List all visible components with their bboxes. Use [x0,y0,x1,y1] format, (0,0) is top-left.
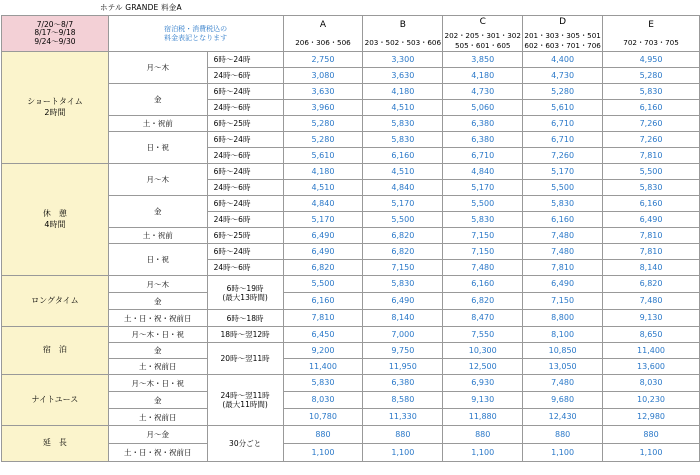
column-header-e [603,16,700,52]
price-cell: 4,730 [523,68,603,84]
price-cell: 4,730 [443,84,523,100]
tax-note-line: 料金表記となります [164,33,228,42]
price-cell: 5,830 [363,276,443,293]
price-cell: 11,950 [363,359,443,375]
price-cell: 5,170 [443,180,523,196]
day-cell: 金 [108,84,207,116]
time-cell: 24時～6時 [207,212,283,228]
time-cell: 24時～6時 [207,100,283,116]
price-cell: 8,650 [603,327,700,343]
column-letter: E [648,19,654,30]
header-row [2,16,700,52]
price-cell: 11,400 [283,359,363,375]
tax-note-line: 宿泊税・消費税込の [164,24,228,33]
time-cell [207,276,283,310]
price-cell: 1,100 [283,444,363,462]
column-letter: A [319,19,327,30]
room-list: 203・502・503・606 [364,37,442,47]
price-cell: 7,480 [523,228,603,244]
category-night-use: ナイトユース [2,375,109,426]
price-cell: 3,080 [283,68,363,84]
time-cell: 24時～6時 [207,68,283,84]
price-cell: 6,820 [443,293,523,310]
price-cell: 880 [283,426,363,444]
price-cell: 7,550 [443,327,523,343]
day-cell: 金 [108,343,207,359]
price-cell: 9,200 [283,343,363,359]
price-cell: 6,450 [283,327,363,343]
price-cell: 7,150 [443,228,523,244]
price-cell: 5,500 [603,164,700,180]
table-row [2,276,700,293]
time-cell [207,375,283,426]
price-cell: 8,140 [363,310,443,327]
price-cell: 4,840 [283,196,363,212]
price-cell: 5,280 [283,116,363,132]
price-cell: 6,710 [523,132,603,148]
price-cell: 880 [523,426,603,444]
price-cell: 11,880 [443,409,523,426]
time-label: 24時～翌11時 [220,391,270,400]
price-cell: 7,150 [363,260,443,276]
price-cell: 1,100 [603,444,700,462]
price-cell: 10,850 [523,343,603,359]
price-cell: 4,180 [363,84,443,100]
day-cell: 金 [108,293,207,310]
price-cell: 12,500 [443,359,523,375]
table-row [2,52,700,68]
price-cell: 4,950 [603,52,700,68]
rate-table [1,15,700,462]
price-cell: 8,030 [603,375,700,392]
price-cell: 7,810 [523,260,603,276]
price-cell: 7,260 [603,132,700,148]
time-cell: 24時～6時 [207,148,283,164]
price-cell: 6,160 [603,196,700,212]
price-cell: 6,490 [283,228,363,244]
price-cell: 13,050 [523,359,603,375]
table-row [2,164,700,180]
price-cell: 6,380 [443,116,523,132]
page-title: ホテル GRANDE 料金A [100,3,182,12]
day-cell: 土・祝前 [108,228,207,244]
category-extension: 延 長 [2,426,109,462]
price-cell: 8,140 [603,260,700,276]
column-letter: B [399,19,406,30]
period-line: 8/17～9/18 [34,28,76,38]
day-cell: 土・祝前 [108,116,207,132]
price-cell: 5,610 [283,148,363,164]
price-cell: 5,280 [603,68,700,84]
price-cell: 5,500 [443,196,523,212]
price-cell: 3,850 [443,52,523,68]
price-cell: 5,500 [283,276,363,293]
category-label: 休 憩 [42,209,67,219]
price-cell: 7,810 [603,228,700,244]
room-list: 201・303・305・501 [524,31,601,41]
time-cell: 24時～6時 [207,260,283,276]
price-cell: 5,060 [443,100,523,116]
price-cell: 4,180 [283,164,363,180]
price-cell: 5,830 [603,84,700,100]
price-cell: 4,840 [443,164,523,180]
price-cell: 5,830 [363,116,443,132]
day-cell: 月～金 [108,426,207,444]
time-cell: 20時～翌11時 [207,343,283,375]
price-cell: 7,480 [523,375,603,392]
price-cell: 10,300 [443,343,523,359]
time-cell: 18時～翌12時 [207,327,283,343]
column-header-b [363,16,443,52]
day-cell: 金 [108,392,207,409]
time-cell: 6時～24時 [207,84,283,100]
day-cell: 日・祝 [108,132,207,164]
price-cell: 880 [603,426,700,444]
time-cell: 30分ごと [207,426,283,462]
price-cell: 6,160 [603,100,700,116]
price-cell: 880 [363,426,443,444]
category-long-time: ロングタイム [2,276,109,327]
period-line: 7/20～8/7 [36,19,74,29]
price-cell: 3,630 [283,84,363,100]
price-cell: 3,300 [363,52,443,68]
time-cell: 6時～24時 [207,132,283,148]
day-cell: 土・祝前日 [108,409,207,426]
table-row [2,375,700,392]
column-letter: D [559,16,567,27]
price-cell: 5,170 [283,212,363,228]
column-letter: C [479,16,486,27]
price-cell: 10,230 [603,392,700,409]
price-cell: 8,030 [283,392,363,409]
price-cell: 6,710 [523,116,603,132]
time-cell: 24時～6時 [207,180,283,196]
price-cell: 9,130 [603,310,700,327]
price-cell: 2,750 [283,52,363,68]
price-cell: 6,820 [363,228,443,244]
category-label: ショートタイム [27,97,83,107]
price-cell: 11,400 [603,343,700,359]
room-list: 505・601・605 [454,40,511,50]
day-cell: 金 [108,196,207,228]
price-cell: 7,150 [443,244,523,260]
price-cell: 6,380 [363,375,443,392]
room-list: 202・205・301・302 [444,31,521,41]
day-cell: 月～木・日・祝 [108,327,207,343]
room-list: 602・603・701・706 [524,40,601,50]
price-cell: 7,150 [523,293,603,310]
price-cell: 4,180 [443,68,523,84]
day-cell: 月～木 [108,164,207,196]
price-cell: 8,470 [443,310,523,327]
price-cell: 6,930 [443,375,523,392]
price-cell: 7,810 [603,148,700,164]
price-cell: 8,800 [523,310,603,327]
price-cell: 13,600 [603,359,700,375]
price-cell: 9,130 [443,392,523,409]
table-row [2,426,700,444]
price-cell: 6,820 [603,276,700,293]
price-cell: 5,280 [283,132,363,148]
price-cell: 1,100 [363,444,443,462]
period-line: 9/24～9/30 [34,36,76,46]
category-short-time [2,52,109,164]
price-cell: 4,840 [363,180,443,196]
column-header-d [523,16,603,52]
day-cell: 土・日・祝・祝前日 [108,444,207,462]
price-cell: 6,160 [283,293,363,310]
price-cell: 7,810 [283,310,363,327]
price-cell: 6,490 [603,212,700,228]
price-cell: 7,260 [603,116,700,132]
price-cell: 1,100 [443,444,523,462]
day-cell: 月～木 [108,52,207,84]
day-cell: 月～木 [108,276,207,293]
price-cell: 7,480 [523,244,603,260]
price-cell: 5,280 [523,84,603,100]
price-cell: 7,260 [523,148,603,164]
price-cell: 8,100 [523,327,603,343]
price-cell: 7,480 [603,293,700,310]
price-cell: 6,160 [523,212,603,228]
time-cell: 6時～24時 [207,196,283,212]
price-cell: 4,510 [363,164,443,180]
price-cell: 6,160 [363,148,443,164]
price-cell: 11,330 [363,409,443,426]
price-cell: 6,820 [283,260,363,276]
price-cell: 10,780 [283,409,363,426]
price-cell: 6,380 [443,132,523,148]
day-cell: 日・祝 [108,244,207,276]
price-cell: 12,980 [603,409,700,426]
room-list: 702・703・705 [623,37,679,47]
price-cell: 3,960 [283,100,363,116]
price-cell: 4,400 [523,52,603,68]
time-cell: 6時～24時 [207,244,283,260]
day-cell: 土・日・祝・祝前日 [108,310,207,327]
price-cell: 5,830 [283,375,363,392]
column-header-a [283,16,363,52]
price-cell: 5,500 [523,180,603,196]
category-stay: 宿 泊 [2,327,109,375]
price-cell: 6,490 [523,276,603,293]
day-cell: 土・祝前日 [108,359,207,375]
price-cell: 6,820 [363,244,443,260]
price-cell: 6,490 [283,244,363,260]
price-cell: 5,830 [523,196,603,212]
price-cell: 6,160 [443,276,523,293]
period-cell [2,16,109,52]
price-cell: 5,500 [363,212,443,228]
price-cell: 4,510 [283,180,363,196]
category-label: 4時間 [44,219,66,229]
price-cell: 9,750 [363,343,443,359]
price-cell: 5,830 [443,212,523,228]
price-cell: 5,170 [523,164,603,180]
price-cell: 6,490 [363,293,443,310]
day-cell: 月～木・日・祝 [108,375,207,392]
price-cell: 5,830 [603,180,700,196]
price-cell: 9,680 [523,392,603,409]
price-cell: 7,480 [443,260,523,276]
price-cell: 5,830 [363,132,443,148]
time-cell: 6時～18時 [207,310,283,327]
price-cell: 4,510 [363,100,443,116]
time-cell: 6時～25時 [207,228,283,244]
table-row [2,327,700,343]
price-cell: 5,170 [363,196,443,212]
price-cell: 7,000 [363,327,443,343]
category-rest [2,164,109,276]
column-header-c [443,16,523,52]
price-cell: 1,100 [523,444,603,462]
time-label: 6時～19時 [226,283,264,293]
time-cell: 6時～24時 [207,164,283,180]
time-label: (最大11時間) [222,400,268,409]
tax-note [108,16,283,52]
price-cell: 7,810 [603,244,700,260]
category-label: 2時間 [44,107,66,117]
time-cell: 6時～25時 [207,116,283,132]
price-cell: 5,610 [523,100,603,116]
time-cell: 6時～24時 [207,52,283,68]
price-cell: 3,630 [363,68,443,84]
price-cell: 880 [443,426,523,444]
price-cell: 12,430 [523,409,603,426]
price-cell: 6,710 [443,148,523,164]
room-list: 206・306・506 [295,37,351,47]
price-cell: 8,580 [363,392,443,409]
time-label: (最大13時間) [222,292,268,302]
